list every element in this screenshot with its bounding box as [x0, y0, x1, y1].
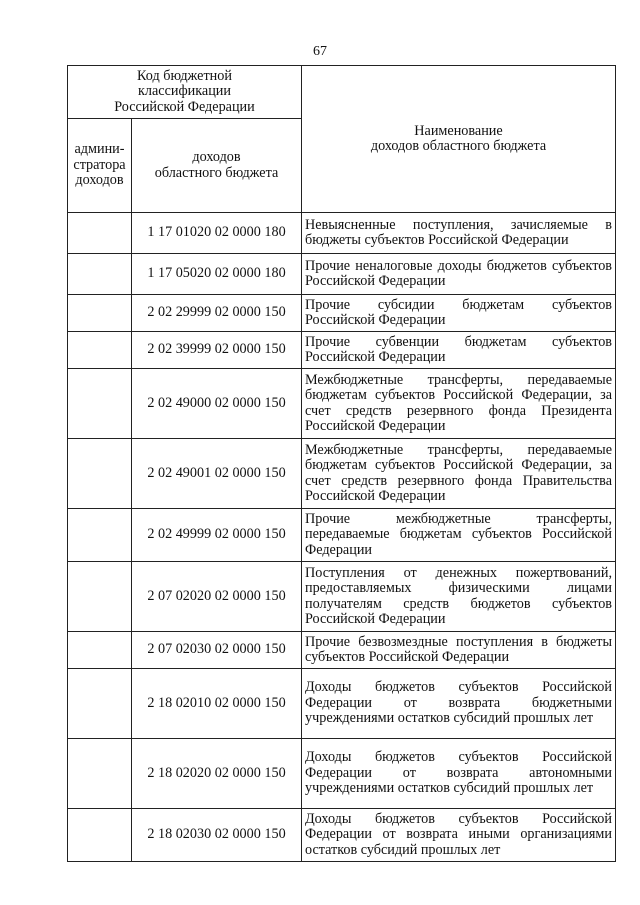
revenue-code-cell: 2 02 39999 02 0000 150 — [132, 332, 302, 369]
budget-classification-table — [67, 65, 616, 862]
table-header-row — [68, 66, 616, 119]
header-code-group-line: классификации — [138, 83, 231, 100]
administrator-cell — [68, 739, 132, 809]
administrator-cell — [68, 295, 132, 332]
administrator-cell — [68, 632, 132, 669]
revenue-name-cell: Доходы бюджетов субъектов Российской Федерации от возврата бюджетными учреждениями остатков субсидий прошлых лет — [302, 669, 616, 739]
table-row — [68, 739, 616, 809]
revenue-name-cell: Межбюджетные трансферты, передаваемые бюджетам субъектов Российской Федерации, за счет средств резервного фонда Правительства Российской Федерации — [302, 439, 616, 509]
revenue-name-cell: Невыясненные поступления, зачисляемые в бюджеты субъектов Российской Федерации — [302, 213, 616, 254]
header-administrator-line: доходов — [75, 172, 124, 189]
table-row — [68, 809, 616, 862]
header-administrator — [68, 119, 132, 213]
header-administrator-line: стратора — [73, 156, 126, 173]
revenue-name-cell: Поступления от денежных пожертвований, предоставляемых физическими лицами получателям средств бюджетов субъектов Российской Федерации — [302, 562, 616, 632]
revenue-code-cell: 2 07 02030 02 0000 150 — [132, 632, 302, 669]
revenue-code-cell: 1 17 01020 02 0000 180 — [132, 213, 302, 254]
administrator-cell — [68, 213, 132, 254]
administrator-cell — [68, 562, 132, 632]
header-revenue-line: областного бюджета — [154, 164, 279, 181]
revenue-code-cell: 2 02 49001 02 0000 150 — [132, 439, 302, 509]
header-name-line: доходов областного бюджета — [370, 138, 547, 154]
page-number: 67 — [313, 44, 327, 59]
header-name — [302, 66, 616, 213]
revenue-name-cell: Прочие безвозмездные поступления в бюджеты субъектов Российской Федерации — [302, 632, 616, 669]
header-revenue-line: доходов — [192, 149, 241, 165]
header-code-group — [68, 66, 302, 119]
header-administrator-line: админи- — [74, 141, 125, 158]
revenue-code-cell: 1 17 05020 02 0000 180 — [132, 254, 302, 295]
administrator-cell — [68, 369, 132, 439]
revenue-code-cell: 2 02 29999 02 0000 150 — [132, 295, 302, 332]
administrator-cell — [68, 809, 132, 862]
revenue-name-cell: Прочие субсидии бюджетам субъектов Российской Федерации — [302, 295, 616, 332]
revenue-code-cell: 2 18 02020 02 0000 150 — [132, 739, 302, 809]
table-row — [68, 632, 616, 669]
revenue-code-cell: 2 18 02010 02 0000 150 — [132, 669, 302, 739]
table-row — [68, 669, 616, 739]
administrator-cell — [68, 254, 132, 295]
revenue-name-cell: Межбюджетные трансферты, передаваемые бюджетам субъектов Российской Федерации, за счет средств резервного фонда Президента Российской Федерации — [302, 369, 616, 439]
administrator-cell — [68, 439, 132, 509]
table-row — [68, 562, 616, 632]
table-row — [68, 332, 616, 369]
revenue-name-cell: Прочие субвенции бюджетам субъектов Российской Федерации — [302, 332, 616, 369]
header-code-group-line: Российской Федерации — [114, 98, 255, 115]
revenue-code-cell: 2 02 49999 02 0000 150 — [132, 509, 302, 562]
administrator-cell — [68, 332, 132, 369]
revenue-name-cell: Прочие межбюджетные трансферты, передаваемые бюджетам субъектов Российской Федерации — [302, 509, 616, 562]
header-code-group-line: Код бюджетной — [137, 67, 232, 84]
table-row — [68, 509, 616, 562]
revenue-name-cell: Прочие неналоговые доходы бюджетов субъектов Российской Федерации — [302, 254, 616, 295]
table-row — [68, 213, 616, 254]
administrator-cell — [68, 669, 132, 739]
revenue-code-cell: 2 02 49000 02 0000 150 — [132, 369, 302, 439]
revenue-name-cell: Доходы бюджетов субъектов Российской Федерации от возврата иными организациями остатков субсидий прошлых лет — [302, 809, 616, 862]
table-row — [68, 369, 616, 439]
header-name-line: Наименование — [414, 122, 503, 139]
administrator-cell — [68, 509, 132, 562]
table-row — [68, 295, 616, 332]
revenue-name-cell: Доходы бюджетов субъектов Российской Федерации от возврата автономными учреждениями остатков субсидий прошлых лет — [302, 739, 616, 809]
header-revenue — [132, 119, 302, 213]
revenue-code-cell: 2 07 02020 02 0000 150 — [132, 562, 302, 632]
table-row — [68, 254, 616, 295]
table-row — [68, 439, 616, 509]
revenue-code-cell: 2 18 02030 02 0000 150 — [132, 809, 302, 862]
